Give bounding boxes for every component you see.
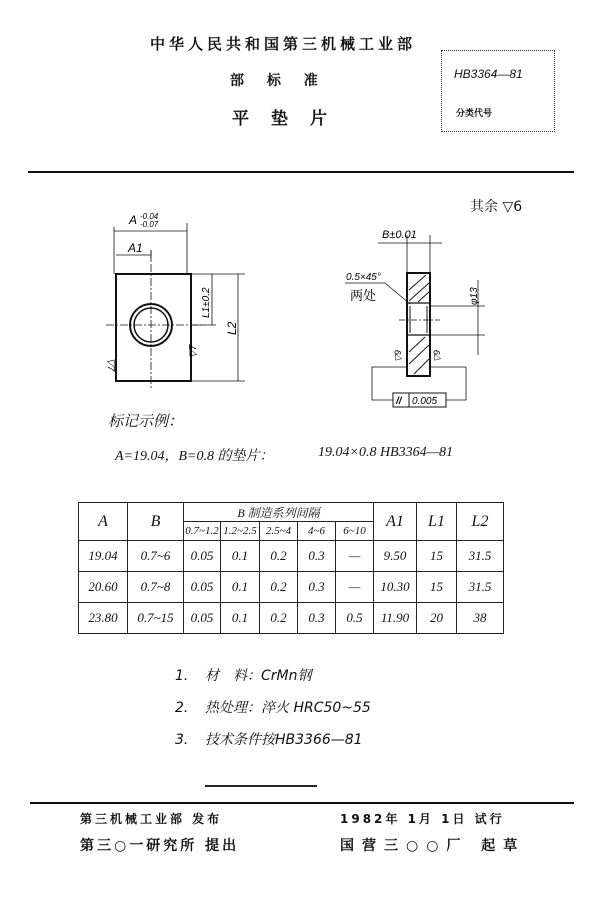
example-marking: 19.04×0.8 HB3364—81 xyxy=(318,445,454,460)
note-item: 1. 材 料：CrMn钢 xyxy=(175,668,312,684)
technical-drawing xyxy=(0,0,600,420)
col-l2: L2 xyxy=(457,503,504,541)
classification-label: 分类代号 xyxy=(456,109,493,119)
footer-publisher: 第三机械工业部 发布 xyxy=(80,812,223,826)
dim-l1: L1±0.2 xyxy=(201,287,212,318)
footer-divider xyxy=(30,802,574,804)
dim-a: A xyxy=(129,213,138,227)
standard-type: 部 标 准 xyxy=(230,73,318,89)
end-mark-divider xyxy=(205,785,317,787)
standard-number: HB3364—81 xyxy=(454,67,523,81)
col-series-2: 2.5~4 xyxy=(260,522,298,541)
section-roughness-left: ▽9 xyxy=(393,350,403,362)
note-item: 3. 技术条件按HB3366—81 xyxy=(175,732,363,748)
footer-effective-date: 1982年 1月 1日 试行 xyxy=(340,812,505,826)
col-series-3: 4~6 xyxy=(298,522,336,541)
col-a1: A1 xyxy=(374,503,417,541)
example-condition: A=19.04，B=0.8 的垫片： xyxy=(115,449,274,464)
col-series-group: B 制造系列间隔 xyxy=(184,503,374,522)
document-title: 平垫片 xyxy=(232,109,349,129)
front-view-outline xyxy=(116,274,191,381)
col-l1: L1 xyxy=(417,503,457,541)
footer-drafter: 国营三○○厂 起草 xyxy=(340,838,526,854)
section-roughness-right: ▽9 xyxy=(432,350,442,362)
technical-notes xyxy=(175,660,371,756)
hole-diameter: φ13 xyxy=(469,287,480,305)
parallelism-icon: // xyxy=(396,396,402,407)
chamfer-dim: 0.5×45° xyxy=(346,272,381,283)
table-row: 19.04 0.7~6 0.05 0.1 0.2 0.3 — 9.50 15 31.5 xyxy=(79,541,504,572)
table-row: 23.80 0.7~15 0.05 0.1 0.2 0.3 0.5 11.90 20 38 xyxy=(79,603,504,634)
col-series-4: 6~10 xyxy=(336,522,374,541)
example-title: 标记示例： xyxy=(108,412,184,430)
table-row: 20.60 0.7~8 0.05 0.1 0.2 0.3 — 10.30 15 31.5 xyxy=(79,572,504,603)
roughness-right: ▽7 xyxy=(188,344,199,358)
dim-a-lower-tol: -0.07 xyxy=(140,220,159,229)
col-series-1: 1.2~2.5 xyxy=(221,522,260,541)
surface-roughness-note: 其余 ▽6 xyxy=(470,199,523,215)
parallelism-tolerance: 0.005 xyxy=(412,396,438,407)
chamfer-note: 两处 xyxy=(350,288,377,303)
dim-a-upper-tol: -0.04 xyxy=(140,212,159,221)
col-a: A xyxy=(79,503,128,541)
dim-b: B±0.01 xyxy=(382,229,417,241)
dim-a1: A1 xyxy=(128,241,143,255)
col-series-0: 0.7~1.2 xyxy=(184,522,221,541)
roughness-left: ▽7 xyxy=(105,358,116,372)
footer-proposer: 第三○一研究所 提出 xyxy=(80,838,240,854)
col-b: B xyxy=(128,503,184,541)
issuer-line: 中华人民共和国第三机械工业部 xyxy=(150,35,417,53)
dim-l2: L2 xyxy=(225,321,239,335)
dimension-table xyxy=(78,502,504,634)
note-item: 2. 热处理：淬火 HRC50~55 xyxy=(175,700,371,716)
